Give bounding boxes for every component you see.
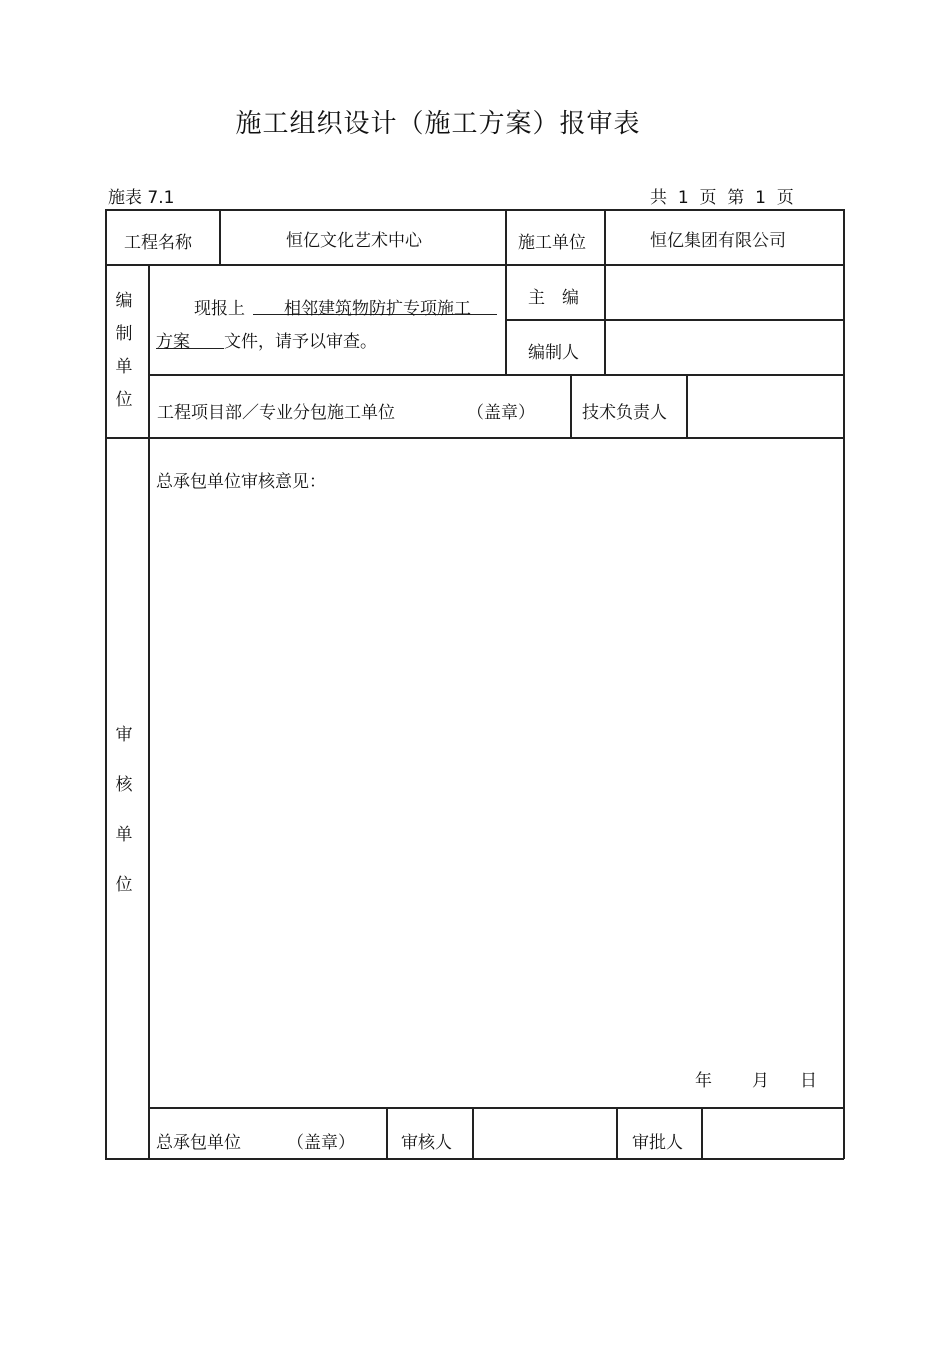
table-rule — [701, 1107, 703, 1159]
table-border-bottom — [105, 1158, 844, 1160]
submitted-document-name-cont: 方案 — [156, 332, 190, 352]
review-opinion-label: 总承包单位审核意见： — [156, 472, 326, 492]
submitted-document-line2 — [156, 327, 224, 352]
contractor-value: 恒亿集团有限公司 — [650, 231, 786, 251]
side-char: 审 — [115, 725, 133, 745]
page-total-suffix: 页 — [699, 188, 717, 208]
chief-editor-label: 主 编 — [528, 288, 579, 308]
page-title — [0, 103, 950, 140]
project-name-label: 工程名称 — [124, 233, 192, 253]
table-rule — [105, 437, 844, 439]
table-rule — [105, 264, 844, 266]
date-day: 日 — [800, 1071, 817, 1091]
submit-prefix: 现报上 — [194, 299, 245, 319]
side-char: 编 — [115, 291, 133, 311]
date-month: 月 — [752, 1071, 769, 1091]
table-rule — [386, 1107, 388, 1159]
table-rule — [505, 319, 844, 321]
table-rule — [505, 209, 507, 375]
reviewer-label: 审核人 — [401, 1133, 452, 1153]
side-char: 制 — [115, 324, 133, 344]
page-current-suffix: 页 — [776, 188, 794, 208]
table-rule — [148, 264, 150, 1159]
table-rule — [616, 1107, 618, 1159]
gc-label: 总承包单位 — [156, 1133, 241, 1153]
table-rule — [472, 1107, 474, 1159]
table-border-right — [843, 209, 845, 1159]
table-rule — [686, 374, 688, 438]
page-total: 1 — [677, 188, 689, 208]
date-year: 年 — [695, 1071, 712, 1091]
table-rule — [570, 374, 572, 438]
side-char: 单 — [115, 825, 133, 845]
editor-label: 编制人 — [528, 343, 579, 363]
compile-unit-side-label — [114, 285, 134, 417]
page-current-prefix: 第 — [727, 188, 745, 208]
contractor-label: 施工单位 — [518, 233, 586, 253]
tech-lead-label: 技术负责人 — [582, 403, 667, 423]
submitted-document-name: 相邻建筑物防扩专项施工 — [284, 299, 471, 319]
table-rule — [148, 1107, 844, 1109]
gc-seal: （盖章） — [287, 1133, 355, 1153]
title-text: 施工组织设计（施工方案）报审表 — [235, 109, 641, 139]
side-char: 核 — [115, 775, 133, 795]
table-border-top — [105, 209, 844, 211]
dept-seal: （盖章） — [467, 403, 535, 423]
project-name-value: 恒亿文化艺术中心 — [286, 231, 422, 251]
submit-suffix: 文件，请予以审查。 — [224, 332, 377, 352]
form-number: 施表 7.1 — [108, 188, 175, 208]
side-char: 位 — [115, 390, 133, 410]
table-border-left — [105, 209, 107, 1159]
dept-label: 工程项目部／专业分包施工单位 — [157, 403, 395, 423]
page-total-prefix: 共 — [650, 188, 667, 208]
table-rule — [604, 209, 606, 375]
submitted-document-line1 — [253, 294, 497, 319]
table-rule — [148, 374, 844, 376]
side-char: 位 — [115, 875, 133, 895]
side-char: 单 — [115, 357, 133, 377]
page-info — [650, 183, 794, 208]
table-rule — [219, 209, 221, 265]
review-unit-side-label — [114, 710, 134, 910]
page-current: 1 — [755, 188, 766, 208]
approver-label: 审批人 — [632, 1133, 683, 1153]
